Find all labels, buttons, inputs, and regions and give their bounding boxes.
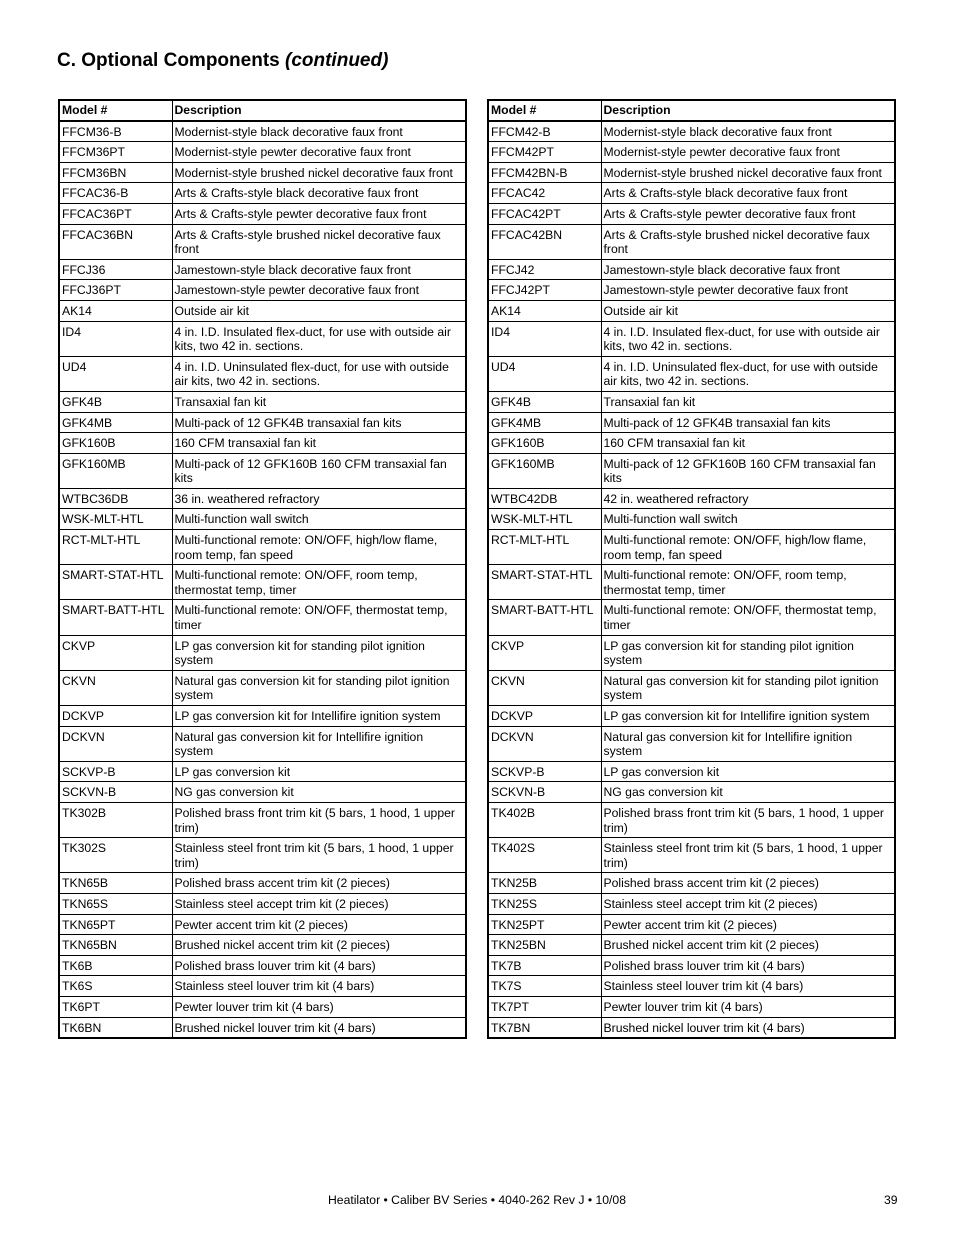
model-cell: SMART-STAT-HTL [59, 565, 172, 600]
model-header: Model # [488, 100, 601, 121]
table-header-row [59, 100, 466, 121]
description-cell: Modernist-style pewter decorative faux front [172, 142, 466, 163]
table-row [488, 280, 895, 301]
description-cell: Natural gas conversion kit for Intellifire ignition system [601, 726, 895, 761]
table-row [488, 600, 895, 635]
table-row [488, 162, 895, 183]
page-heading [57, 50, 388, 72]
model-cell: GFK160B [488, 433, 601, 454]
description-cell: Stainless steel louver trim kit (4 bars) [601, 976, 895, 997]
description-cell: Polished brass front trim kit (5 bars, 1 hood, 1 upper trim) [172, 802, 466, 837]
model-cell: TK302S [59, 838, 172, 873]
description-cell: Polished brass louver trim kit (4 bars) [172, 955, 466, 976]
table-row [488, 873, 895, 894]
table-row [488, 955, 895, 976]
model-cell: TK402S [488, 838, 601, 873]
description-cell: 160 CFM transaxial fan kit [172, 433, 466, 454]
model-cell: CKVN [59, 670, 172, 705]
description-cell: Outside air kit [172, 300, 466, 321]
table-row [488, 433, 895, 454]
table-row [59, 530, 466, 565]
table-row [59, 635, 466, 670]
model-cell: SCKVP-B [488, 761, 601, 782]
description-cell: Multi-pack of 12 GFK160B 160 CFM transaxial fan kits [172, 453, 466, 488]
model-cell: DCKVN [59, 726, 172, 761]
table-row [488, 782, 895, 803]
description-cell: 4 in. I.D. Uninsulated flex-duct, for use with outside air kits, two 42 in. sections. [601, 356, 895, 391]
model-cell: GFK160MB [488, 453, 601, 488]
table-row [488, 976, 895, 997]
description-cell: Jamestown-style black decorative faux front [601, 259, 895, 280]
model-cell: FFCAC36PT [59, 203, 172, 224]
model-cell: FFCAC36BN [59, 224, 172, 259]
model-cell: FFCM42-B [488, 121, 601, 142]
table-row [488, 224, 895, 259]
model-cell: TKN25B [488, 873, 601, 894]
table-row [59, 935, 466, 956]
model-cell: RCT-MLT-HTL [59, 530, 172, 565]
description-cell: LP gas conversion kit for Intellifire ignition system [601, 706, 895, 727]
description-cell: Modernist-style black decorative faux front [172, 121, 466, 142]
description-cell: Multi-pack of 12 GFK4B transaxial fan kits [172, 412, 466, 433]
description-cell: Pewter louver trim kit (4 bars) [172, 996, 466, 1017]
description-cell: 160 CFM transaxial fan kit [601, 433, 895, 454]
model-cell: TK7BN [488, 1017, 601, 1038]
table-row [488, 802, 895, 837]
description-cell: Multi-functional remote: ON/OFF, high/low flame, room temp, fan speed [601, 530, 895, 565]
table-row [59, 280, 466, 301]
model-cell: FFCAC42 [488, 183, 601, 204]
table-row [59, 873, 466, 894]
table-row [59, 391, 466, 412]
table-header-row [488, 100, 895, 121]
description-cell: Polished brass accent trim kit (2 pieces) [601, 873, 895, 894]
description-cell: Multi-functional remote: ON/OFF, thermostat temp, timer [172, 600, 466, 635]
description-cell: LP gas conversion kit for standing pilot ignition system [172, 635, 466, 670]
model-cell: TKN65S [59, 893, 172, 914]
model-cell: SCKVP-B [59, 761, 172, 782]
description-cell: 4 in. I.D. Uninsulated flex-duct, for use with outside air kits, two 42 in. sections. [172, 356, 466, 391]
model-cell: FFCAC42BN [488, 224, 601, 259]
model-cell: TK402B [488, 802, 601, 837]
table-row [59, 670, 466, 705]
description-cell: Multi-functional remote: ON/OFF, high/low flame, room temp, fan speed [172, 530, 466, 565]
model-cell: ID4 [488, 321, 601, 356]
table-row [488, 183, 895, 204]
table-row [488, 412, 895, 433]
model-cell: TKN65PT [59, 914, 172, 935]
description-cell: NG gas conversion kit [601, 782, 895, 803]
table-row [59, 893, 466, 914]
table-row [488, 203, 895, 224]
table-row [488, 838, 895, 873]
table-row [59, 412, 466, 433]
model-cell: TK7PT [488, 996, 601, 1017]
description-cell: LP gas conversion kit for standing pilot ignition system [601, 635, 895, 670]
description-cell: Stainless steel accept trim kit (2 pieces) [601, 893, 895, 914]
heading-title: C. Optional Components [57, 50, 280, 71]
description-cell: Jamestown-style pewter decorative faux front [601, 280, 895, 301]
model-cell: GFK160MB [59, 453, 172, 488]
table-row [488, 996, 895, 1017]
model-cell: TK7S [488, 976, 601, 997]
description-cell: Stainless steel accept trim kit (2 pieces) [172, 893, 466, 914]
description-cell: Stainless steel front trim kit (5 bars, 1 hood, 1 upper trim) [172, 838, 466, 873]
model-cell: AK14 [59, 300, 172, 321]
description-cell: Multi-pack of 12 GFK4B transaxial fan kits [601, 412, 895, 433]
table-row [59, 433, 466, 454]
table-row [488, 121, 895, 142]
description-cell: Multi-function wall switch [172, 509, 466, 530]
table-row [488, 509, 895, 530]
description-cell: Polished brass front trim kit (5 bars, 1 hood, 1 upper trim) [601, 802, 895, 837]
description-cell: NG gas conversion kit [172, 782, 466, 803]
description-cell: Stainless steel front trim kit (5 bars, 1 hood, 1 upper trim) [601, 838, 895, 873]
model-cell: FFCJ42PT [488, 280, 601, 301]
model-cell: FFCM42BN-B [488, 162, 601, 183]
description-cell: Stainless steel louver trim kit (4 bars) [172, 976, 466, 997]
description-cell: Brushed nickel louver trim kit (4 bars) [601, 1017, 895, 1038]
table-row [59, 203, 466, 224]
table-row [488, 893, 895, 914]
description-cell: Multi-functional remote: ON/OFF, thermostat temp, timer [601, 600, 895, 635]
model-cell: GFK4B [488, 391, 601, 412]
table-row [59, 259, 466, 280]
table-row [59, 162, 466, 183]
table-row [488, 453, 895, 488]
description-cell: Polished brass accent trim kit (2 pieces) [172, 873, 466, 894]
description-cell: Arts & Crafts-style black decorative faux front [601, 183, 895, 204]
model-cell: TK302B [59, 802, 172, 837]
model-cell: TK6B [59, 955, 172, 976]
table-row [488, 391, 895, 412]
table-row [59, 183, 466, 204]
description-cell: LP gas conversion kit [601, 761, 895, 782]
model-cell: UD4 [488, 356, 601, 391]
table-row [59, 121, 466, 142]
model-cell: WSK-MLT-HTL [488, 509, 601, 530]
table-row [59, 706, 466, 727]
description-cell: Modernist-style brushed nickel decorative faux front [172, 162, 466, 183]
description-cell: Transaxial fan kit [172, 391, 466, 412]
description-cell: Modernist-style black decorative faux front [601, 121, 895, 142]
table-row [59, 838, 466, 873]
table-row [488, 142, 895, 163]
footer-text: Heatilator • Caliber BV Series • 4040-262 Rev J • 10/08 [327, 1193, 626, 1207]
table-row [488, 706, 895, 727]
table-row [488, 726, 895, 761]
description-cell: Multi-functional remote: ON/OFF, room temp, thermostat temp, timer [601, 565, 895, 600]
model-cell: GFK160B [59, 433, 172, 454]
description-cell: Multi-function wall switch [601, 509, 895, 530]
model-cell: FFCM42PT [488, 142, 601, 163]
model-cell: TKN25BN [488, 935, 601, 956]
model-cell: CKVP [488, 635, 601, 670]
table-row [59, 955, 466, 976]
table-row [59, 600, 466, 635]
description-cell: LP gas conversion kit for Intellifire ignition system [172, 706, 466, 727]
model-cell: GFK4B [59, 391, 172, 412]
description-cell: 36 in. weathered refractory [172, 488, 466, 509]
table-row [59, 802, 466, 837]
description-cell: Arts & Crafts-style black decorative faux front [172, 183, 466, 204]
model-header: Model # [59, 100, 172, 121]
description-cell: Arts & Crafts-style pewter decorative faux front [601, 203, 895, 224]
model-cell: WTBC42DB [488, 488, 601, 509]
table-row [59, 356, 466, 391]
description-cell: Polished brass louver trim kit (4 bars) [601, 955, 895, 976]
right-components-table [487, 99, 896, 1039]
heading-suffix: (continued) [285, 50, 389, 71]
model-cell: ID4 [59, 321, 172, 356]
model-cell: TK6BN [59, 1017, 172, 1038]
description-cell: Pewter accent trim kit (2 pieces) [601, 914, 895, 935]
model-cell: TKN25PT [488, 914, 601, 935]
description-cell: Pewter accent trim kit (2 pieces) [172, 914, 466, 935]
description-cell: 42 in. weathered refractory [601, 488, 895, 509]
table-row [488, 565, 895, 600]
model-cell: SMART-BATT-HTL [488, 600, 601, 635]
model-cell: AK14 [488, 300, 601, 321]
table-row [59, 976, 466, 997]
description-cell: Natural gas conversion kit for standing pilot ignition system [172, 670, 466, 705]
table-row [488, 530, 895, 565]
table-row [488, 914, 895, 935]
table-row [488, 935, 895, 956]
description-cell: Jamestown-style pewter decorative faux front [172, 280, 466, 301]
table-row [59, 726, 466, 761]
model-cell: FFCAC36-B [59, 183, 172, 204]
description-cell: Modernist-style brushed nickel decorative faux front [601, 162, 895, 183]
table-row [59, 996, 466, 1017]
page-number: 39 [884, 1193, 898, 1207]
model-cell: FFCM36PT [59, 142, 172, 163]
description-cell: LP gas conversion kit [172, 761, 466, 782]
model-cell: TKN65BN [59, 935, 172, 956]
table-row [488, 356, 895, 391]
table-row [59, 782, 466, 803]
model-cell: CKVN [488, 670, 601, 705]
table-row [488, 670, 895, 705]
table-row [59, 453, 466, 488]
model-cell: FFCAC42PT [488, 203, 601, 224]
description-header: Description [601, 100, 895, 121]
table-row [59, 761, 466, 782]
description-cell: Jamestown-style black decorative faux front [172, 259, 466, 280]
model-cell: SCKVN-B [488, 782, 601, 803]
model-cell: DCKVN [488, 726, 601, 761]
model-cell: TK6S [59, 976, 172, 997]
model-cell: FFCM36BN [59, 162, 172, 183]
table-row [59, 1017, 466, 1038]
model-cell: SCKVN-B [59, 782, 172, 803]
model-cell: DCKVP [59, 706, 172, 727]
description-cell: Arts & Crafts-style brushed nickel decorative faux front [172, 224, 466, 259]
table-row [59, 300, 466, 321]
table-row [488, 761, 895, 782]
table-row [488, 321, 895, 356]
description-cell: 4 in. I.D. Insulated flex-duct, for use with outside air kits, two 42 in. sections. [601, 321, 895, 356]
model-cell: UD4 [59, 356, 172, 391]
description-cell: Pewter louver trim kit (4 bars) [601, 996, 895, 1017]
table-row [59, 142, 466, 163]
table-row [488, 635, 895, 670]
model-cell: FFCJ42 [488, 259, 601, 280]
description-cell: Brushed nickel louver trim kit (4 bars) [172, 1017, 466, 1038]
model-cell: WSK-MLT-HTL [59, 509, 172, 530]
description-cell: Brushed nickel accent trim kit (2 pieces) [172, 935, 466, 956]
model-cell: GFK4MB [488, 412, 601, 433]
model-cell: TK6PT [59, 996, 172, 1017]
description-cell: Natural gas conversion kit for standing pilot ignition system [601, 670, 895, 705]
description-cell: Modernist-style pewter decorative faux front [601, 142, 895, 163]
description-cell: Multi-pack of 12 GFK160B 160 CFM transaxial fan kits [601, 453, 895, 488]
description-cell: Natural gas conversion kit for Intellifire ignition system [172, 726, 466, 761]
model-cell: SMART-BATT-HTL [59, 600, 172, 635]
model-cell: TK7B [488, 955, 601, 976]
table-row [59, 224, 466, 259]
description-cell: Arts & Crafts-style pewter decorative faux front [172, 203, 466, 224]
model-cell: CKVP [59, 635, 172, 670]
model-cell: SMART-STAT-HTL [488, 565, 601, 600]
table-row [488, 1017, 895, 1038]
table-row [59, 509, 466, 530]
model-cell: FFCM36-B [59, 121, 172, 142]
table-row [488, 259, 895, 280]
description-cell: Transaxial fan kit [601, 391, 895, 412]
model-cell: FFCJ36PT [59, 280, 172, 301]
description-cell: Brushed nickel accent trim kit (2 pieces) [601, 935, 895, 956]
model-cell: TKN65B [59, 873, 172, 894]
model-cell: WTBC36DB [59, 488, 172, 509]
left-components-table [58, 99, 467, 1039]
model-cell: FFCJ36 [59, 259, 172, 280]
model-cell: RCT-MLT-HTL [488, 530, 601, 565]
description-cell: 4 in. I.D. Insulated flex-duct, for use with outside air kits, two 42 in. sections. [172, 321, 466, 356]
table-row [59, 914, 466, 935]
description-cell: Arts & Crafts-style brushed nickel decorative faux front [601, 224, 895, 259]
table-row [488, 488, 895, 509]
table-row [488, 300, 895, 321]
model-cell: DCKVP [488, 706, 601, 727]
table-row [59, 321, 466, 356]
table-row [59, 565, 466, 600]
model-cell: GFK4MB [59, 412, 172, 433]
model-cell: TKN25S [488, 893, 601, 914]
description-cell: Multi-functional remote: ON/OFF, room temp, thermostat temp, timer [172, 565, 466, 600]
description-cell: Outside air kit [601, 300, 895, 321]
table-row [59, 488, 466, 509]
description-header: Description [172, 100, 466, 121]
